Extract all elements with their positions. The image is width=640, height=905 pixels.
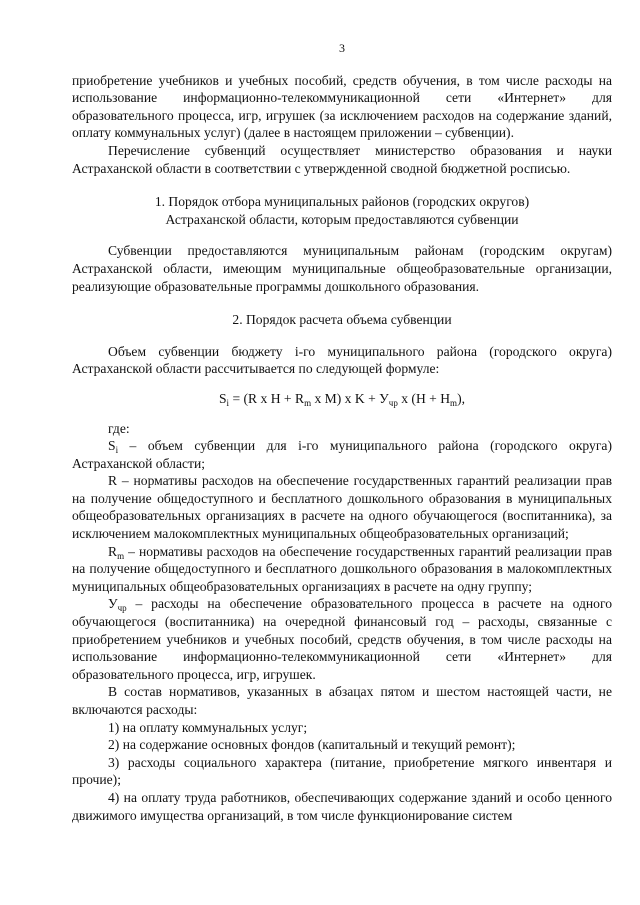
definition-r: R – нормативы расходов на обеспечение государственных гарантий реализации прав на получение общедоступного и бесплатного дошкольного образования в муниципальных общеобразовательных организациях в расчете на одного обучающегося (воспитанника), за исключением малокомплектных муниципальных общеобразовательных организаций; (72, 473, 612, 542)
section-heading-1-line-2: Астраханской области, которым предоставляются субвенции (165, 211, 519, 227)
formula-s: S (218, 390, 227, 406)
formula-sub-chr: чр (388, 397, 398, 408)
paragraph-continuation: приобретение учебников и учебных пособий, средств обучения, в том числе расходы на использование информационно-телекоммуникационной сети «Интернет» для образовательного процесса, игр, игрушек (за исключением расходов на содержание зданий, оплату коммунальных услуг) (далее в настоящем приложении – субвенции). (72, 72, 612, 141)
definition-rm (72, 543, 612, 596)
section-heading-1-line-1: 1. Порядок отбора муниципальных районов (городских округов) (154, 194, 530, 210)
definition-rm-sub: m (117, 550, 125, 561)
section-heading-1 (72, 193, 612, 228)
definition-si-text: – объем субвенции для i-го муниципального района (городского округа) Астраханской области; (72, 438, 612, 471)
formula (72, 390, 612, 408)
paragraph-formula-intro: Объем субвенции бюджету i-го муниципального района (городского округа) Астраханской области рассчитывается по следующей формуле: (72, 343, 612, 377)
definition-si-sub: i (115, 445, 119, 456)
definition-rm-symbol: R (108, 543, 118, 559)
definition-si-symbol: S (108, 438, 116, 454)
paragraph-where: где: (108, 420, 130, 436)
section-heading-2: 2. Порядок расчета объема субвенции (232, 312, 452, 328)
list-item-1: 1) на оплату коммунальных услуг; (108, 719, 308, 735)
page-number: 3 (339, 41, 345, 55)
document-page (72, 40, 612, 824)
definition-uchr (72, 595, 612, 683)
formula-sub-m: m (304, 397, 312, 408)
definition-uchr-sub: чр (117, 603, 127, 614)
definition-uchr-symbol: У (108, 596, 118, 612)
formula-part-2: x M) x K + У (311, 390, 389, 406)
paragraph-transfer: Перечисление субвенций осуществляет министерство образования и науки Астраханской области в соответствии с утвержденной сводной бюджетной росписью. (72, 142, 612, 176)
formula-part-4: ), (457, 390, 465, 406)
formula-sub-m-2: m (450, 397, 458, 408)
formula-part-3: x (H + H (397, 390, 451, 406)
formula-part-1: = (R x H + R (229, 390, 305, 406)
list-item-4: 4) на оплату труда работников, обеспечивающих содержание зданий и особо ценного движимого имущества организаций, в том числе функционирование систем (72, 789, 612, 823)
paragraph-exclusions: В состав нормативов, указанных в абзацах пятом и шестом настоящей части, не включаются расходы: (72, 684, 612, 717)
definition-rm-text: – нормативы расходов на обеспечение государственных гарантий реализации прав на получение общедоступного и бесплатного дошкольного образования в малокомплектных муниципальных общеобразовательных организациях в расчете на одну группу; (72, 543, 612, 594)
paragraph-subventions: Субвенции предоставляются муниципальным районам (городским округам) Астраханской области, имеющим муниципальные общеобразовательные организации, реализующие образовательные программы дошкольного образования. (72, 243, 612, 294)
definition-uchr-text: – расходы на обеспечение образовательного процесса в расчете на одного обучающегося (воспитанника) на очередной финансовый год – расходы, связанные с приобретением учебников и учебных пособий, средств обучения, в том числе расходы на использование информационно-телекоммуникационной сети «Интернет» для образовательного процесса, игр, игрушек. (72, 596, 612, 682)
formula-sub-i: i (226, 397, 230, 408)
list-item-3: 3) расходы социального характера (питание, приобретение мягкого инвентаря и прочие); (72, 754, 612, 788)
list-item-2: 2) на содержание основных фондов (капитальный и текущий ремонт); (108, 737, 516, 753)
definition-si (72, 437, 612, 472)
